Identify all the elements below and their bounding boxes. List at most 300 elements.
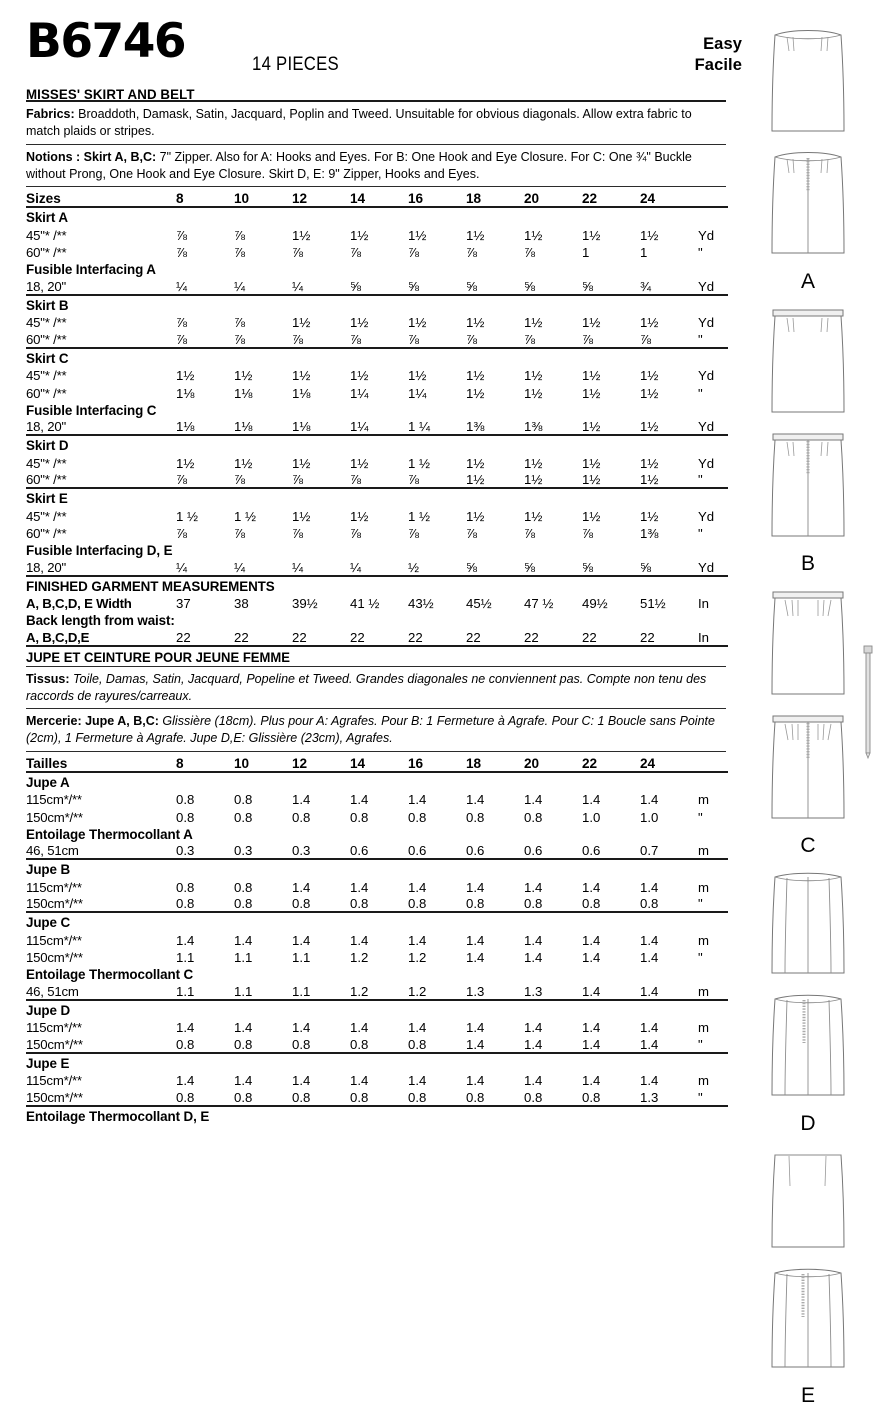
table-row: [26, 842, 728, 860]
row-label: 60"* /**: [26, 385, 67, 401]
group-label: Jupe A: [26, 774, 70, 790]
group-label: Jupe B: [26, 862, 71, 878]
cell-size-12: 0.8: [292, 896, 311, 912]
cell-size-12: 0.8: [292, 809, 311, 825]
cell-size-14: 1¼: [350, 385, 369, 401]
row-unit: m: [698, 932, 709, 948]
cell-size-14: 1½: [350, 368, 369, 384]
cell-size-8: 0.8: [176, 792, 195, 808]
cell-size-8: 22: [176, 629, 191, 645]
cell-size-8: 37: [176, 596, 191, 612]
cell-size-12: ¼: [292, 278, 303, 294]
skirt-a-front-icon: [742, 24, 874, 146]
cell-size-16: 1¼: [408, 385, 427, 401]
row-unit: Yd: [698, 278, 715, 294]
cell-size-10: 0.3: [234, 843, 253, 859]
cell-size-18: 1.4: [466, 792, 485, 808]
cell-size-10: 0.8: [234, 1089, 253, 1105]
row-label: 150cm*/**: [26, 950, 83, 966]
cell-size-24: 1½: [640, 472, 659, 488]
cell-size-8: 1.1: [176, 950, 195, 966]
table-row: [26, 225, 728, 243]
cell-size-22: 1½: [582, 315, 601, 331]
cell-size-20: 1.4: [524, 1036, 543, 1052]
group-label: Entoilage Thermocollant D, E: [26, 1108, 210, 1124]
cell-size-14: 1.2: [350, 950, 369, 966]
size-header-8: 8: [176, 191, 184, 207]
cell-size-12: 1.1: [292, 950, 311, 966]
sizes-header-label: Tailles: [26, 755, 68, 771]
cell-size-20: 0.8: [524, 896, 543, 912]
size-header-10: 10: [234, 755, 250, 771]
cell-size-10: ¼: [234, 278, 245, 294]
cell-size-14: 0.8: [350, 1089, 369, 1105]
cell-size-14: 0.6: [350, 843, 369, 859]
cell-size-16: 1.4: [408, 879, 427, 895]
cell-size-16: 0.8: [408, 1036, 427, 1052]
cell-size-14: 1¼: [350, 419, 369, 435]
notions-paragraph: [26, 145, 725, 187]
cell-size-18: 1.4: [466, 879, 485, 895]
size-header-22: 22: [582, 755, 598, 771]
cell-size-16: 1.4: [408, 932, 427, 948]
notions-label: Notions : Skirt A, B,C:: [26, 148, 157, 164]
cell-size-16: 1.4: [408, 1073, 427, 1089]
cell-size-18: 1.4: [466, 950, 485, 966]
french-yardage-table: [26, 752, 728, 1124]
row-label: 115cm*/**: [26, 1020, 82, 1036]
cell-size-14: 1.4: [350, 1073, 369, 1089]
cell-size-18: 22: [466, 629, 481, 645]
cell-size-10: 1½: [234, 368, 253, 384]
group-heading-row: [26, 349, 728, 366]
row-label: A, B,C,D,E: [26, 629, 90, 645]
size-header-22: 22: [582, 191, 598, 207]
cell-size-12: 22: [292, 629, 307, 645]
cell-size-8: 0.3: [176, 843, 195, 859]
cell-size-16: 1.4: [408, 1020, 427, 1036]
cell-size-20: 1½: [524, 508, 543, 524]
group-heading-row: [26, 296, 728, 313]
cell-size-18: ⅞: [466, 245, 477, 261]
cell-size-8: 1.4: [176, 1020, 195, 1036]
row-unit: m: [698, 983, 709, 999]
row-label: 115cm*/**: [26, 932, 82, 948]
illustration-column: [742, 24, 874, 1407]
cell-size-18: 0.8: [466, 1089, 485, 1105]
cell-size-22: 1.4: [582, 879, 601, 895]
cell-size-12: ⅞: [292, 245, 303, 261]
cell-size-12: 1½: [292, 455, 311, 471]
group-label: Entoilage Thermocollant C: [26, 967, 194, 983]
cell-size-22: ⅝: [582, 559, 593, 575]
belt-icon: [858, 642, 878, 762]
cell-size-16: ⅞: [408, 526, 419, 542]
table-row: [26, 277, 728, 295]
row-label: 46, 51cm: [26, 843, 79, 859]
cell-size-24: ¾: [640, 278, 651, 294]
cell-size-10: 1.4: [234, 932, 253, 948]
group-heading-row: [26, 436, 728, 453]
cell-size-18: ⅝: [466, 278, 477, 294]
view-letter-d: D: [800, 1112, 816, 1135]
row-label: 60"* /**: [26, 331, 67, 347]
cell-size-18: 1.4: [466, 1020, 485, 1036]
cell-size-20: 1½: [524, 368, 543, 384]
cell-size-22: 1.4: [582, 1073, 601, 1089]
cell-size-8: 1 ½: [176, 508, 198, 524]
cell-size-16: 1 ½: [408, 455, 430, 471]
cell-size-10: ⅞: [234, 227, 245, 243]
cell-size-24: 1.4: [640, 1073, 659, 1089]
cell-size-10: ⅞: [234, 315, 245, 331]
tissus-paragraph: [26, 667, 725, 709]
size-header-16: 16: [408, 755, 424, 771]
unit-header: [696, 752, 728, 772]
cell-size-12: 1.4: [292, 932, 311, 948]
cell-size-10: 1⅛: [234, 419, 253, 435]
cell-size-14: 1½: [350, 508, 369, 524]
page-title: MISSES' SKIRT AND BELT: [26, 86, 195, 102]
row-label: 150cm*/**: [26, 1089, 83, 1105]
cell-size-20: 0.8: [524, 809, 543, 825]
cell-size-20: ⅞: [524, 245, 535, 261]
cell-size-12: 1.1: [292, 983, 311, 999]
row-label: 45"* /**: [26, 368, 67, 384]
group-label: Skirt A: [26, 210, 68, 226]
cell-size-20: 1½: [524, 472, 543, 488]
cell-size-10: 1.1: [234, 950, 253, 966]
cell-size-16: ½: [408, 559, 419, 575]
cell-size-16: 1 ½: [408, 508, 430, 524]
cell-size-12: 1.4: [292, 1020, 311, 1036]
table-row: [26, 524, 728, 542]
cell-size-22: 0.6: [582, 843, 601, 859]
row-label: 45"* /**: [26, 508, 67, 524]
cell-size-10: 1⅛: [234, 385, 253, 401]
size-header-10: 10: [234, 191, 250, 207]
cell-size-20: 1⅜: [524, 419, 543, 435]
row-unit: ": [698, 950, 703, 966]
size-header-12: 12: [292, 191, 308, 207]
cell-size-20: 1.4: [524, 950, 543, 966]
cell-size-8: ⅞: [176, 526, 187, 542]
cell-size-16: 22: [408, 629, 423, 645]
cell-size-22: 1½: [582, 472, 601, 488]
table-row: [26, 877, 728, 895]
group-heading-row: [26, 401, 728, 418]
row-unit: ": [698, 809, 703, 825]
cell-size-22: 1½: [582, 385, 601, 401]
cell-size-10: 0.8: [234, 879, 253, 895]
group-label: Fusible Interfacing D, E: [26, 543, 173, 559]
row-unit: ": [698, 245, 703, 261]
cell-size-12: 1½: [292, 508, 311, 524]
cell-size-22: 0.8: [582, 1089, 601, 1105]
cell-size-20: 1.3: [524, 983, 543, 999]
cell-size-8: 1½: [176, 368, 195, 384]
cell-size-10: 1.4: [234, 1073, 253, 1089]
cell-size-8: 1.1: [176, 983, 195, 999]
row-unit: m: [698, 843, 709, 859]
cell-size-20: 22: [524, 629, 539, 645]
cell-size-24: 1.4: [640, 1036, 659, 1052]
cell-size-10: ⅞: [234, 331, 245, 347]
row-label: 45"* /**: [26, 315, 67, 331]
cell-size-8: ⅞: [176, 227, 187, 243]
cell-size-22: 1.4: [582, 983, 601, 999]
group-label: Fusible Interfacing C: [26, 402, 157, 418]
table-row: [26, 790, 728, 808]
table-row: [26, 558, 728, 576]
piece-count: 14 PIECES: [252, 54, 339, 75]
row-unit: m: [698, 1020, 709, 1036]
table-row: [26, 628, 728, 646]
table-row: [26, 313, 728, 331]
tissus-text: Toile, Damas, Satin, Jacquard, Popeline et Tweed. Grandes diagonales ne conviennent pas. Compte non tenu des raccords de rayures/carreaux.: [26, 670, 707, 703]
row-unit: Yd: [698, 559, 715, 575]
cell-size-10: ⅞: [234, 245, 245, 261]
group-label: Entoilage Thermocollant A: [26, 826, 193, 842]
group-label: Skirt E: [26, 491, 68, 507]
table-header-row: [26, 187, 728, 207]
cell-size-16: 0.8: [408, 1089, 427, 1105]
group-heading-row: [26, 541, 728, 558]
table-row: [26, 1018, 728, 1036]
group-label: Fusible Interfacing A: [26, 262, 156, 278]
row-unit: Yd: [698, 368, 715, 384]
cell-size-10: 0.8: [234, 792, 253, 808]
row-unit: Yd: [698, 455, 715, 471]
cell-size-8: 1½: [176, 455, 195, 471]
cell-size-20: 1½: [524, 385, 543, 401]
cell-size-8: 0.8: [176, 896, 195, 912]
group-heading-row: [26, 1107, 728, 1124]
cell-size-20: 47 ½: [524, 596, 554, 612]
cell-size-8: 1.4: [176, 932, 195, 948]
row-unit: ": [698, 385, 703, 401]
size-header-8: 8: [176, 755, 184, 771]
group-label: Jupe E: [26, 1055, 70, 1071]
table-row: [26, 366, 728, 384]
group-heading-row: [26, 860, 728, 877]
table-row: [26, 418, 728, 436]
cell-size-20: 1½: [524, 315, 543, 331]
table-row: [26, 471, 728, 489]
cell-size-24: 0.8: [640, 896, 659, 912]
cell-size-18: 1.4: [466, 932, 485, 948]
table-row: [26, 982, 728, 1000]
back-length-title: Back length from waist:: [26, 613, 175, 629]
table-row: [26, 807, 728, 825]
row-label: 60"* /**: [26, 526, 67, 542]
cell-size-16: 1 ¼: [408, 419, 430, 435]
cell-size-12: ⅞: [292, 331, 303, 347]
cell-size-14: ⅞: [350, 331, 361, 347]
group-heading-row: [26, 773, 728, 790]
cell-size-12: ¼: [292, 559, 303, 575]
finished-measurements-heading: [26, 577, 728, 594]
cell-size-20: ⅞: [524, 526, 535, 542]
view-letter-e: E: [800, 1384, 815, 1407]
table-row: [26, 330, 728, 348]
cell-size-22: 1.4: [582, 1036, 601, 1052]
cell-size-20: 1.4: [524, 1020, 543, 1036]
skirt-a-back-icon: [742, 146, 874, 268]
view-illustrations: [742, 24, 874, 1406]
cell-size-18: 1½: [466, 455, 485, 471]
english-yardage-table: [26, 187, 728, 647]
size-header-20: 20: [524, 755, 540, 771]
cell-size-10: 1½: [234, 455, 253, 471]
size-header-24: 24: [640, 755, 656, 771]
row-unit: ": [698, 526, 703, 542]
cell-size-20: 1.4: [524, 792, 543, 808]
cell-size-20: 0.8: [524, 1089, 543, 1105]
view-letter-c: C: [800, 834, 816, 857]
back-length-heading: [26, 611, 728, 628]
row-label: 150cm*/**: [26, 1036, 83, 1052]
cell-size-14: ⅞: [350, 245, 361, 261]
row-label: 115cm*/**: [26, 879, 82, 895]
cell-size-8: 1⅛: [176, 385, 195, 401]
cell-size-22: 1½: [582, 227, 601, 243]
group-label: Skirt D: [26, 438, 69, 454]
table-row: [26, 243, 728, 261]
fabrics-text: Broaddoth, Damask, Satin, Jacquard, Poplin and Tweed. Unsuitable for obvious diagonals. Allow extra fabric to match plaids or stripes.: [26, 106, 692, 139]
row-unit: ": [698, 1036, 703, 1052]
cell-size-22: 1.0: [582, 809, 601, 825]
skirt-d-back-icon: [742, 988, 874, 1110]
cell-size-12: 1.4: [292, 792, 311, 808]
cell-size-8: 0.8: [176, 809, 195, 825]
row-label: 150cm*/**: [26, 809, 83, 825]
cell-size-24: 1½: [640, 455, 659, 471]
row-unit: ": [698, 896, 703, 912]
cell-size-20: ⅝: [524, 559, 535, 575]
cell-size-18: 45½: [466, 596, 492, 612]
cell-size-8: ⅞: [176, 315, 187, 331]
cell-size-14: ⅞: [350, 526, 361, 542]
cell-size-22: 1.4: [582, 932, 601, 948]
group-heading-row: [26, 489, 728, 506]
cell-size-18: 0.8: [466, 809, 485, 825]
cell-size-24: 1.4: [640, 792, 659, 808]
skirt-e-back-icon: [742, 1262, 874, 1382]
row-unit: In: [698, 629, 709, 645]
cell-size-18: 1.4: [466, 1036, 485, 1052]
cell-size-10: 1 ½: [234, 508, 256, 524]
cell-size-16: 1.2: [408, 983, 427, 999]
cell-size-24: 1½: [640, 315, 659, 331]
cell-size-12: 1½: [292, 368, 311, 384]
size-header-16: 16: [408, 191, 424, 207]
cell-size-24: 1.4: [640, 879, 659, 895]
skirt-c-back-icon: [742, 708, 874, 832]
cell-size-24: 51½: [640, 596, 666, 612]
group-label: Jupe D: [26, 1002, 71, 1018]
cell-size-14: 1.2: [350, 983, 369, 999]
cell-size-24: 1½: [640, 508, 659, 524]
cell-size-14: 1.4: [350, 1020, 369, 1036]
cell-size-20: 1½: [524, 227, 543, 243]
cell-size-18: ⅝: [466, 559, 477, 575]
cell-size-22: 1: [582, 245, 590, 261]
cell-size-10: 38: [234, 596, 249, 612]
cell-size-16: 0.8: [408, 896, 427, 912]
cell-size-20: 0.6: [524, 843, 543, 859]
cell-size-20: 1.4: [524, 932, 543, 948]
difficulty-english: Easy: [703, 35, 742, 53]
cell-size-12: 0.3: [292, 843, 311, 859]
cell-size-22: 1½: [582, 419, 601, 435]
group-label: Jupe C: [26, 915, 71, 931]
group-heading-row: [26, 1054, 728, 1071]
cell-size-20: ⅞: [524, 331, 535, 347]
cell-size-24: 1⅜: [640, 526, 659, 542]
cell-size-10: 1.1: [234, 983, 253, 999]
cell-size-24: 1.4: [640, 932, 659, 948]
cell-size-14: 0.8: [350, 809, 369, 825]
size-header-24: 24: [640, 191, 656, 207]
cell-size-8: ⅞: [176, 245, 187, 261]
cell-size-18: 1.4: [466, 1073, 485, 1089]
mercerie-paragraph: [26, 709, 725, 751]
cell-size-18: 1½: [466, 368, 485, 384]
table-row: [26, 1088, 728, 1106]
cell-size-22: 1.4: [582, 1020, 601, 1036]
cell-size-16: 1½: [408, 368, 427, 384]
cell-size-8: ¼: [176, 278, 187, 294]
cell-size-12: 1½: [292, 227, 311, 243]
cell-size-22: 1½: [582, 455, 601, 471]
cell-size-22: 1.4: [582, 792, 601, 808]
row-label: 46, 51cm: [26, 983, 79, 999]
cell-size-20: 1½: [524, 455, 543, 471]
view-letter-a: A: [800, 270, 815, 293]
cell-size-22: ⅞: [582, 331, 593, 347]
cell-size-10: ¼: [234, 559, 245, 575]
cell-size-14: 0.8: [350, 1036, 369, 1052]
cell-size-12: 39½: [292, 596, 318, 612]
cell-size-12: 1⅛: [292, 385, 311, 401]
row-unit: Yd: [698, 508, 715, 524]
row-unit: In: [698, 596, 709, 612]
group-heading-row: [26, 825, 728, 842]
size-header-14: 14: [350, 191, 366, 207]
group-label: Skirt B: [26, 297, 69, 313]
cell-size-18: 1½: [466, 385, 485, 401]
table-row: [26, 383, 728, 401]
cell-size-24: ⅝: [640, 559, 651, 575]
content-column: [26, 14, 742, 1124]
cell-size-24: 1.4: [640, 950, 659, 966]
view-letter-b: B: [800, 552, 815, 575]
row-label: 60"* /**: [26, 472, 67, 488]
row-unit: m: [698, 1073, 709, 1089]
cell-size-16: 43½: [408, 596, 434, 612]
row-label: 150cm*/**: [26, 896, 83, 912]
cell-size-8: 1.4: [176, 1073, 195, 1089]
cell-size-8: 1⅛: [176, 419, 195, 435]
cell-size-24: 1½: [640, 385, 659, 401]
cell-size-24: 1.4: [640, 983, 659, 999]
cell-size-10: ⅞: [234, 526, 245, 542]
cell-size-10: 0.8: [234, 809, 253, 825]
row-label: 45"* /**: [26, 227, 67, 243]
size-header-12: 12: [292, 755, 308, 771]
row-label: 60"* /**: [26, 245, 67, 261]
